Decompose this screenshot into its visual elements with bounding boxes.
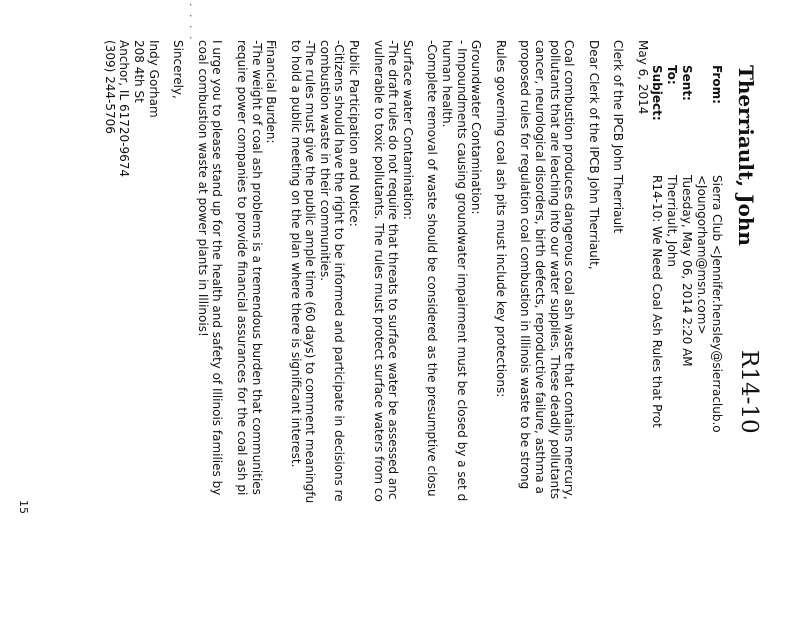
groundwater-line: human health. [440,40,455,128]
page-number: 15 [17,500,30,514]
groundwater-line: -Complete removal of waste should be considered as the presumptive closu [425,40,440,497]
participation-line: combustion waste in their communities. [317,40,332,282]
letter-salutation: Dear Clerk of the IPCB John Therriault, [586,40,601,270]
header-row-from [709,65,724,608]
groundwater-line: Groundwater Contamination: [469,40,484,215]
plea-line: I urge you to please stand up for the health and safety of Illinois families by [210,40,225,496]
groundwater-section [425,40,483,618]
subject-value: R14-10: We Need Coal Ash Rules that Prot [650,175,664,428]
from-cont-label [694,65,709,175]
header-row-sent [679,65,694,608]
intro-line: proposed rules for regulation coal combustion in Illinois waste to be strong [518,40,533,490]
signature-block [102,40,160,618]
sent-value: Tuesday, May 06, 2014 2:20 AM [680,175,694,367]
header-row-to [664,65,679,608]
surface-line: Surface water Contamination: [400,40,415,220]
key-protections-line: Rules governing coal ash pits must include key protections: [493,40,508,398]
signature-name: Indy Gorham [146,40,161,118]
signature-city: Anchor, IL 61720-9674 [117,40,132,178]
header-row-from-cont [694,65,709,608]
financial-line: Financial Burden: [264,40,279,144]
to-value: Therriault, John [665,175,679,268]
from-value: Sierra Club <Jennifer.hensley@sierraclub.o [710,175,724,433]
letter-date: May 6, 2014 [636,40,650,115]
participation-section [288,40,361,618]
intro-paragraph [518,40,576,618]
surface-line: -The draft rules do not require that threats to surface water be assessed anc [386,40,401,500]
signature-street: 208 4th St [131,40,146,103]
closing-plea [195,40,224,618]
financial-section [234,40,278,618]
surface-line: vulnerable to toxic pollutants. The rules must protect surface waters from co [371,40,386,502]
signature-phone: (309) 244-5706 [102,40,117,134]
letter-body [92,40,650,618]
subject-label: Subject: [650,65,664,121]
financial-line: -The weight of coal ash problems is a tremendous burden that communities [249,40,264,495]
participation-line: -Citizens should have the right to be informed and participate in decisions re [332,40,347,502]
participation-line: to hold a public meeting on the plan where there is significant interest. [288,40,303,468]
to-label: To: [665,65,679,85]
participation-line: Public Participation and Notice: [347,40,362,227]
intro-line: pollutants that are leaching into our water supplies. These deadly pollutants [547,40,562,500]
participation-line: -The rules must give the public ample time (60 days) to comment meaningfu [303,40,318,504]
signoff: Sincerely, [171,40,186,99]
from-cont-value: <Joungorham@msn.com> [695,175,709,335]
doc-id: R14-10 [736,350,762,434]
email-header [649,65,762,608]
intro-line: cancer, neurological disorders, birth defects, reproductive failure, asthma a [533,40,548,494]
letter-recipient: Clerk of the IPCB John Therriault [611,40,626,234]
header-row-subject [649,65,664,608]
header-fields [649,65,724,608]
sender-name: Therriault, John [734,65,758,246]
from-label: From: [710,65,724,104]
margin-marks: . . . . [187,3,200,42]
surface-water-section [371,40,415,618]
plea-line: coal combustion waste at power plants in Illinois! [195,40,210,337]
sent-label: Sent: [680,65,694,101]
intro-line: Coal combustion produces dangerous coal ash waste that contains mercury, [562,40,577,500]
groundwater-line: - Impoundments causing groundwater impairment must be closed by a set d [454,40,469,502]
financial-line: require power companies to provide financial assurances for the coal ash pi [234,40,249,496]
